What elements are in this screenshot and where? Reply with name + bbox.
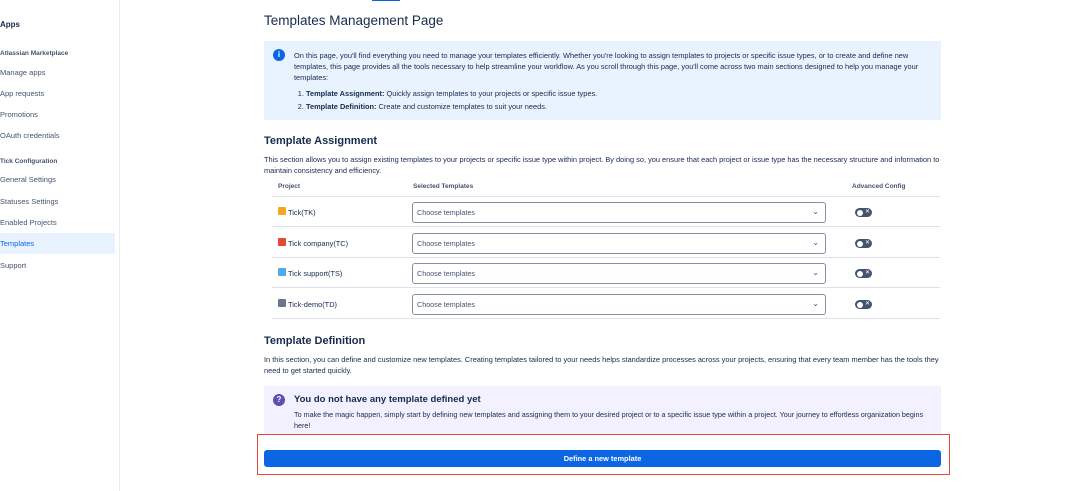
definition-description: In this section, you can define and customize new templates. Creating templates tailored to your needs helps standardize processes across your projects, ensuring that every team member has the tools they need to get started quickly. <box>264 355 939 375</box>
column-header-selected-templates: Selected Templates <box>413 183 474 190</box>
sidebar-item-manage-apps[interactable]: Manage apps <box>0 68 46 77</box>
table-row <box>272 228 940 258</box>
info-item-text: Create and customize templates to suit your needs. <box>376 101 547 111</box>
close-icon: ✕ <box>864 209 870 215</box>
page-title: Templates Management Page <box>264 13 444 28</box>
advanced-config-toggle[interactable] <box>855 269 872 278</box>
select-placeholder: Choose templates <box>417 239 475 248</box>
chevron-down-icon: ⌄ <box>812 268 819 277</box>
info-item-label: Template Assignment: <box>306 89 385 98</box>
template-select[interactable] <box>412 233 826 254</box>
column-header-advanced-config: Advanced Config <box>852 183 906 190</box>
advanced-config-toggle[interactable] <box>855 239 872 248</box>
select-placeholder: Choose templates <box>417 300 475 309</box>
toggle-knob <box>857 241 863 247</box>
advanced-config-toggle[interactable] <box>855 300 872 309</box>
info-list-item <box>306 101 597 114</box>
sidebar-item-app-requests[interactable]: App requests <box>0 89 45 98</box>
project-tk-icon <box>278 207 286 215</box>
table-row <box>272 289 940 319</box>
define-new-template-button[interactable]: Define a new template <box>264 450 941 467</box>
toggle-knob <box>857 271 863 277</box>
chevron-down-icon: ⌄ <box>812 299 819 308</box>
notice-body: To make the magic happen, simply start by defining new templates and assigning them to your desired project or to a specific issue type within a project. Your journey to effortless organization begins here! <box>294 410 924 430</box>
info-icon: i <box>273 49 285 61</box>
sidebar-item-oauth-credentials[interactable]: OAuth credentials <box>0 131 60 140</box>
project-name: Tick-demo(TD) <box>288 300 337 309</box>
sidebar <box>0 0 120 491</box>
table-row <box>272 258 940 288</box>
info-item-text: Quickly assign templates to your projects or specific issue types. <box>384 89 598 98</box>
project-name: Tick(TK) <box>288 208 316 217</box>
info-item-label: Template Definition: <box>306 101 377 111</box>
template-select[interactable] <box>412 263 826 284</box>
assignment-description: This section allows you to assign existing templates to your projects or specific issue type within project. By doing so, you ensure that each project or issue type has the necessary structure and information to maintain consistency and efficiency. <box>264 155 940 175</box>
chevron-down-icon: ⌄ <box>812 207 819 216</box>
top-scroll-indicator <box>372 0 400 1</box>
project-name: Tick company(TC) <box>288 239 349 248</box>
project-tc-icon <box>278 238 286 246</box>
sidebar-section-marketplace: Atlassian Marketplace <box>0 50 69 57</box>
template-select[interactable] <box>412 294 826 315</box>
question-icon: ? <box>273 394 285 406</box>
close-icon: ✕ <box>864 240 870 246</box>
info-list <box>306 88 597 113</box>
select-placeholder: Choose templates <box>417 208 475 217</box>
close-icon: ✕ <box>864 270 870 276</box>
assignment-heading: Template Assignment <box>264 135 378 147</box>
sidebar-item-promotions[interactable]: Promotions <box>0 110 38 119</box>
definition-heading: Template Definition <box>264 335 366 347</box>
chevron-down-icon: ⌄ <box>812 238 819 247</box>
select-placeholder: Choose templates <box>417 269 475 278</box>
sidebar-apps-heading: Apps <box>0 20 20 29</box>
toggle-knob <box>857 302 863 308</box>
column-header-project: Project <box>278 183 301 190</box>
project-name: Tick support(TS) <box>288 269 343 278</box>
advanced-config-toggle[interactable] <box>855 208 872 217</box>
sidebar-section-tick: Tick Configuration <box>0 158 58 165</box>
close-icon: ✕ <box>864 301 870 307</box>
sidebar-item-templates[interactable]: Templates <box>0 233 115 254</box>
table-row <box>272 197 940 227</box>
info-panel <box>264 41 941 120</box>
notice-title: You do not have any template defined yet <box>294 394 481 405</box>
info-text: On this page, you'll find everything you need to manage your templates efficiently. Whether you're looking to assign templates to projects or specific issue types, or to create and define new templates, this page provides all the tools necessary to help streamline your workflow. As you scroll through this page, you'll come across two main sections designed to help you manage your templates: <box>294 51 919 82</box>
sidebar-item-support[interactable]: Support <box>0 261 27 270</box>
sidebar-item-enabled-projects[interactable]: Enabled Projects <box>0 218 57 227</box>
sidebar-item-general-settings[interactable]: General Settings <box>0 175 56 184</box>
project-td-icon <box>278 299 286 307</box>
empty-state-notice <box>264 386 941 434</box>
sidebar-item-statuses-settings[interactable]: Statuses Settings <box>0 197 59 206</box>
project-ts-icon <box>278 268 286 276</box>
info-list-item <box>306 88 597 101</box>
template-select[interactable] <box>412 202 826 223</box>
toggle-knob <box>857 210 863 216</box>
